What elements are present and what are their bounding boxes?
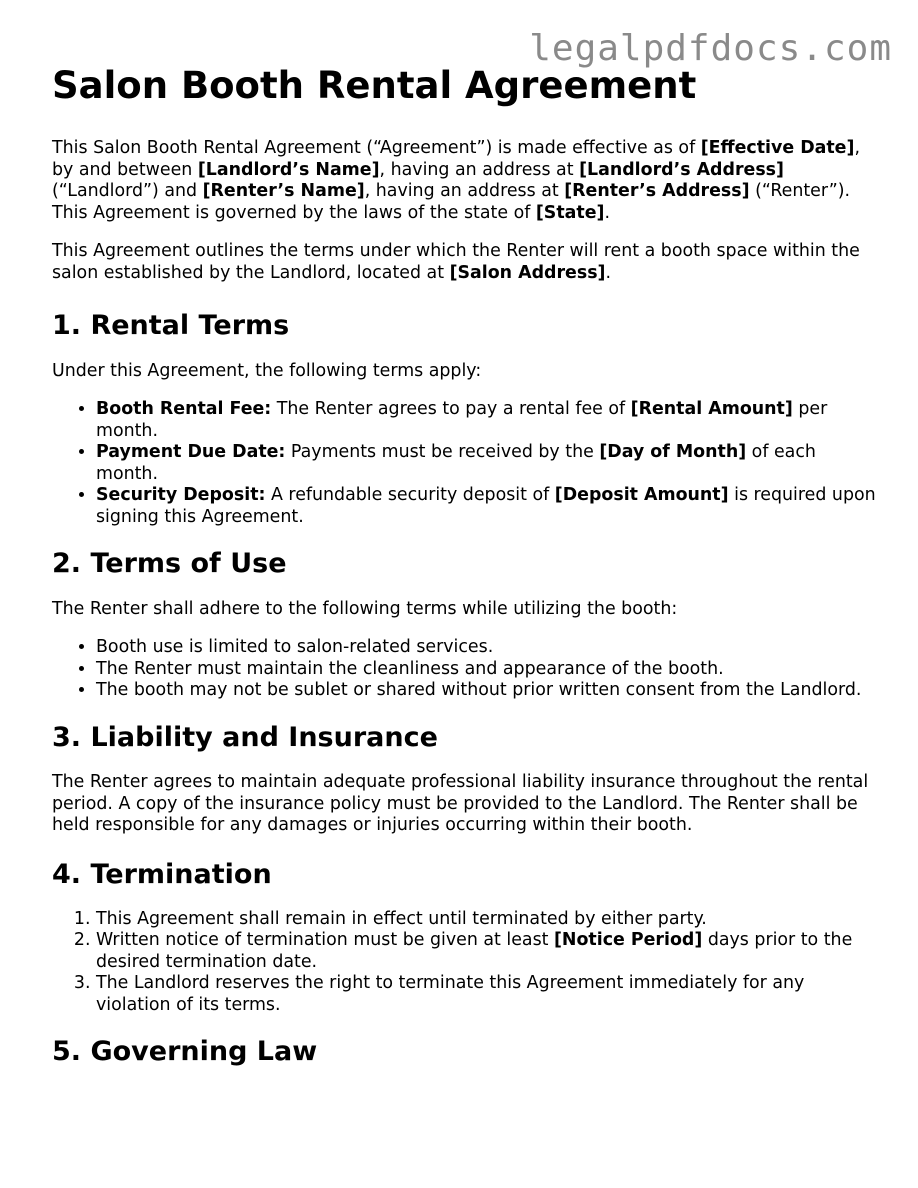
text: , by and between	[52, 138, 860, 180]
list-item	[96, 399, 882, 442]
placeholder-landlord-name: [Landlord’s Name]	[197, 159, 380, 180]
placeholder-effective-date: [Effective Date]	[700, 138, 855, 159]
placeholder-deposit-amount: [Deposit Amount]	[554, 485, 729, 506]
term-label: Payment Due Date:	[96, 442, 286, 463]
termination-list	[52, 909, 882, 1017]
placeholder-renter-address: [Renter’s Address]	[564, 181, 750, 202]
list-item: • The booth may not be sublet or shared without prior written consent from the Landlord.	[96, 680, 882, 702]
term-label: Booth Rental Fee:	[96, 399, 272, 420]
text: The Landlord reserves the right to terminate this Agreement immediately for any violation of its terms.	[96, 973, 805, 1015]
text: Written notice of termination must be given at least	[96, 930, 554, 951]
text: The Renter agrees to pay a rental fee of	[271, 399, 631, 420]
placeholder-notice-period: [Notice Period]	[553, 930, 703, 951]
text: is required upon signing this Agreement.	[96, 485, 876, 527]
section-lead: Under this Agreement, the following terms apply:	[52, 360, 482, 381]
list-item	[96, 485, 882, 528]
text: A refundable security deposit of	[265, 485, 555, 506]
list-item: • The Renter must maintain the cleanliness and appearance of the booth.	[96, 659, 882, 681]
text: , having an address at	[364, 181, 565, 202]
list-item	[96, 442, 882, 485]
document-title: Salon Booth Rental Agreement	[52, 64, 697, 107]
placeholder-salon-address: [Salon Address]	[449, 262, 606, 283]
section-heading-rental-terms: 1. Rental Terms	[52, 310, 290, 342]
text: This Agreement outlines the terms under which the Renter will rent a booth space within the salon established by the Landlord, located at	[52, 241, 860, 283]
intro-paragraph-2	[52, 241, 882, 284]
text: Payments must be received by the	[285, 442, 600, 463]
document-page	[52, 64, 882, 1087]
placeholder-state: [State]	[535, 202, 605, 223]
placeholder-renter-name: [Renter’s Name]	[202, 181, 365, 202]
section-heading-termination: 4. Termination	[52, 858, 272, 890]
text: This Salon Booth Rental Agreement (“Agreement”) is made effective as of	[52, 138, 701, 159]
text: .	[604, 202, 610, 223]
text: days prior to the desired termination date.	[96, 930, 853, 972]
placeholder-day-of-month: [Day of Month]	[599, 442, 747, 463]
section-heading-liability: 3. Liability and Insurance	[52, 721, 438, 753]
placeholder-landlord-address: [Landlord’s Address]	[579, 159, 784, 180]
text: .	[605, 262, 612, 283]
list-item	[96, 930, 882, 973]
section-heading-governing-law: 5. Governing Law	[52, 1036, 318, 1068]
text: (“Renter”). This Agreement is governed by the laws of the state of	[52, 181, 851, 223]
term-label: Security Deposit:	[96, 485, 266, 506]
list-item	[96, 973, 882, 1016]
section-lead: The Renter shall adhere to the following terms while utilizing the booth:	[52, 598, 678, 619]
text: per month.	[96, 399, 828, 441]
text: , having an address at	[379, 159, 580, 180]
watermark: legalpdfdocs.com	[529, 28, 892, 69]
list-item: • Booth use is limited to salon-related services.	[96, 637, 882, 659]
terms-of-use-list	[52, 637, 882, 702]
placeholder-rental-amount: [Rental Amount]	[630, 399, 793, 420]
rental-terms-list	[52, 399, 882, 528]
text: (“Landlord”) and	[52, 181, 203, 202]
text: This Agreement shall remain in effect until terminated by either party.	[96, 908, 707, 929]
section-heading-terms-of-use: 2. Terms of Use	[52, 548, 287, 580]
list-item	[96, 909, 882, 931]
text: of each month.	[96, 442, 816, 484]
intro-paragraph-1	[52, 138, 882, 224]
section-body: The Renter agrees to maintain adequate professional liability insurance throughout the rental period. A copy of the insurance policy must be provided to the Landlord. The Renter shall be held responsible for any damages or injuries occurring within their booth.	[52, 772, 869, 836]
